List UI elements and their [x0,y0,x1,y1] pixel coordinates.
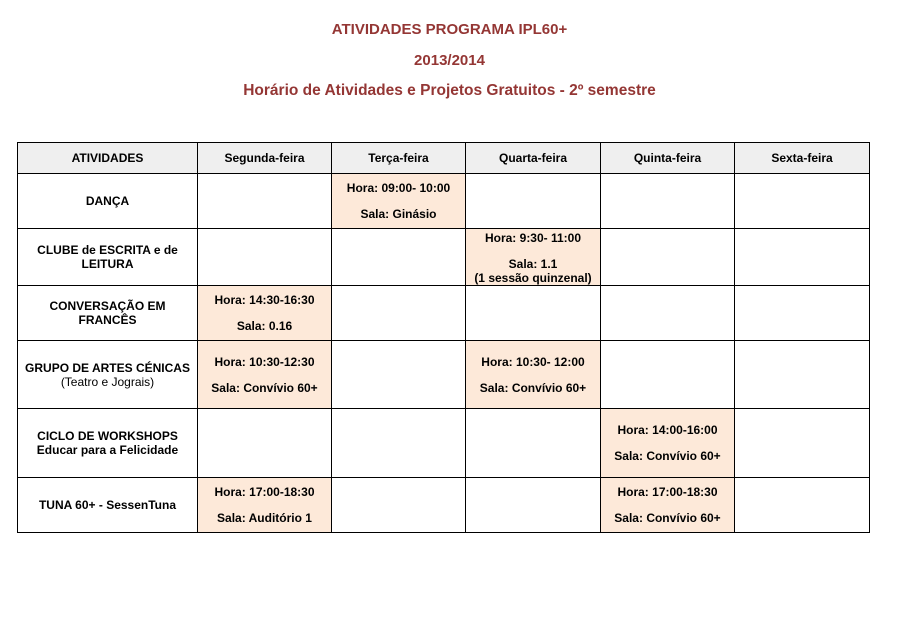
schedule-slot [198,286,332,341]
slot-sala: Sala: Convívio 60+ [479,380,587,395]
header-row [18,143,870,174]
empty-cell [332,478,466,533]
slot-hora: Hora: 9:30- 11:00 [484,231,582,245]
empty-cell [735,341,870,409]
table-row [18,478,870,533]
empty-cell [332,286,466,341]
activity-name: TUNA 60+ - SessenTuna [18,478,198,533]
schedule-slot [198,478,332,533]
document-year: 2013/2014 [414,52,485,69]
schedule-slot [601,409,735,478]
activity-subtitle: (Teatro e Jograis) [60,374,155,389]
empty-cell [601,229,735,286]
slot-sala: Sala: Convívio 60+ [614,511,721,525]
empty-cell [466,478,601,533]
slot-hora: Hora: 10:30-12:30 [214,354,315,369]
empty-cell [198,229,332,286]
slot-hora: Hora: 14:30-16:30 [214,293,315,307]
slot-sala: Sala: 1.1 [508,257,558,271]
schedule-slot [466,229,601,286]
empty-cell [735,478,870,533]
empty-cell [466,174,601,229]
slot-sala: Sala: 0.16 [236,319,293,333]
slot-hora: Hora: 10:30- 12:00 [481,354,585,369]
slot-hora: Hora: 09:00- 10:00 [346,181,451,195]
activity-name: CLUBE de ESCRITA e de LEITURA [18,229,198,286]
empty-cell [332,409,466,478]
activity-name [18,341,198,409]
table-row [18,174,870,229]
column-header-sexta: Sexta-feira [735,143,870,174]
empty-cell [198,174,332,229]
table-row [18,229,870,286]
table-row [18,286,870,341]
activity-name: CONVERSAÇÃO EM FRANCÊS [18,286,198,341]
slot-hora: Hora: 17:00-18:30 [214,485,315,499]
activity-name: DANÇA [18,174,198,229]
column-header-quinta: Quinta-feira [601,143,735,174]
slot-sala: Sala: Ginásio [360,207,437,221]
column-header-segunda: Segunda-feira [198,143,332,174]
schedule-slot [198,341,332,409]
empty-cell [332,341,466,409]
empty-cell [735,229,870,286]
activity-name [18,409,198,478]
empty-cell [466,409,601,478]
slot-sala: Sala: Auditório 1 [217,511,312,525]
schedule-slot [601,478,735,533]
empty-cell [198,409,332,478]
empty-cell [735,286,870,341]
slot-sala: Sala: Convívio 60+ [211,380,318,395]
column-header-atividades: ATIVIDADES [18,143,198,174]
empty-cell [601,341,735,409]
empty-cell [735,174,870,229]
schedule-table [17,142,870,533]
slot-hora: Hora: 17:00-18:30 [617,485,718,499]
slot-hora: Hora: 14:00-16:00 [617,423,718,437]
activity-title: GRUPO DE ARTES CÉNICAS [25,360,190,375]
column-header-terca: Terça-feira [332,143,466,174]
empty-cell [601,286,735,341]
document-title: ATIVIDADES PROGRAMA IPL60+ [331,21,568,38]
table-row [18,409,870,478]
column-header-quarta: Quarta-feira [466,143,601,174]
slot-sala: Sala: Convívio 60+ [614,449,721,463]
empty-cell [466,286,601,341]
activity-subtitle: Educar para a Felicidade [36,443,179,457]
table-row [18,341,870,409]
empty-cell [332,229,466,286]
empty-cell [601,174,735,229]
schedule-slot [466,341,601,409]
activity-title: CICLO DE WORKSHOPS [37,429,178,443]
schedule-slot [332,174,466,229]
slot-note: (1 sessão quinzenal) [474,271,592,285]
document-subtitle: Horário de Atividades e Projetos Gratuitos - 2º semestre [243,82,656,99]
empty-cell [735,409,870,478]
